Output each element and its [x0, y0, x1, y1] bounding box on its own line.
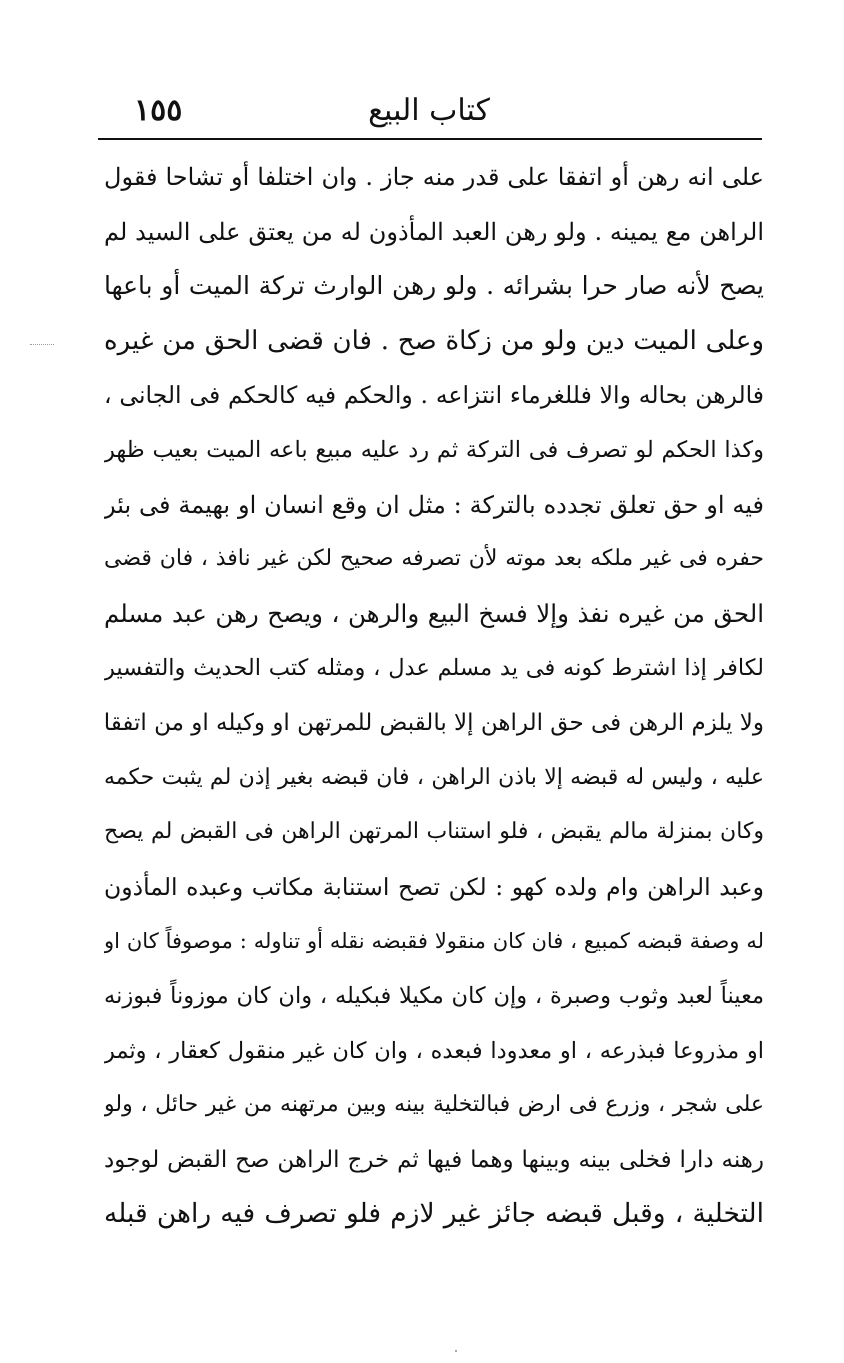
header-rule [98, 138, 762, 140]
footer-dot [455, 1350, 457, 1352]
text-line: فيه او حق تعلق تجدده بالتركة : مثل ان وقع انسان او بهيمة فى بئر [104, 490, 764, 519]
text-line: حفره فى غير ملكه بعد موته لأن تصرفه صحيح لكن غير نافذ ، فان قضى [104, 546, 764, 572]
text-line: التخلية ، وقبل قبضه جائز غير لازم فلو تصرف فيه راهن قبله [104, 1198, 764, 1230]
text-line: له وصفة قبضه كمبيع ، فان كان منقولا فقبضه نقله أو تناوله : موصوفاً كان او [104, 929, 764, 954]
text-line: او مذروعا فبذرعه ، او معدودا فبعده ، وان كان غير منقول كعقار ، وثمر [104, 1037, 764, 1064]
text-line: وعبد الراهن وام ولده كهو : لكن تصح استنابة مكاتب وعبده المأذون [104, 872, 764, 901]
text-line: فالرهن بحاله والا فللغرماء انتزاعه . والحكم فيه كالحكم فى الجانى ، [104, 381, 764, 410]
page-number: ١٥٥ [134, 93, 183, 128]
text-line: الراهن مع يمينه . ولو رهن العبد المأذون له من يعتق على السيد لم [104, 217, 764, 246]
text-line: ولا يلزم الرهن فى حق الراهن إلا بالقبض للمرتهن او وكيله او من اتفقا [104, 709, 764, 736]
text-line: يصح لأنه صار حرا بشرائه . ولو رهن الوارث تركة الميت أو باعها [104, 271, 764, 301]
text-line: وكان بمنزلة مالم يقبض ، فلو استناب المرتهن الراهن فى القبض لم يصح [104, 819, 764, 845]
text-line: معيناً لعبد وثوب وصبرة ، وإن كان مكيلا فبكيله ، وان كان موزوناً فبوزنه [104, 982, 764, 1009]
text-line: لكافر إذا اشترط كونه فى يد مسلم عدل ، ومثله كتب الحديث والتفسير [104, 655, 764, 682]
text-line: وعلى الميت دين ولو من زكاة صح . فان قضى الحق من غيره [104, 325, 764, 356]
text-line: الحق من غيره نفذ وإلا فسخ البيع والرهن ، ويصح رهن عبد مسلم [104, 598, 764, 628]
text-line: على انه رهن أو اتفقا على قدر منه جاز . وان اختلفا أو تشاحا فقول [104, 163, 764, 191]
body-text [104, 150, 764, 1242]
text-line: وكذا الحكم لو تصرف فى التركة ثم رد عليه مبيع باعه الميت بعيب ظهر [104, 436, 764, 463]
running-title: كتاب البيع [368, 93, 490, 128]
text-line: على شجر ، وزرع فى ارض فبالتخلية بينه وبين مرتهنه من غير حائل ، ولو [104, 1092, 764, 1118]
text-line: رهنه دارا فخلى بينه وبينها وهما فيها ثم خرج الراهن صح القبض لوجود [104, 1146, 764, 1173]
margin-mark [30, 344, 54, 345]
text-line: عليه ، وليس له قبضه إلا باذن الراهن ، فان قبضه بغير إذن لم يثبت حكمه [104, 764, 764, 790]
page-header [98, 90, 760, 136]
